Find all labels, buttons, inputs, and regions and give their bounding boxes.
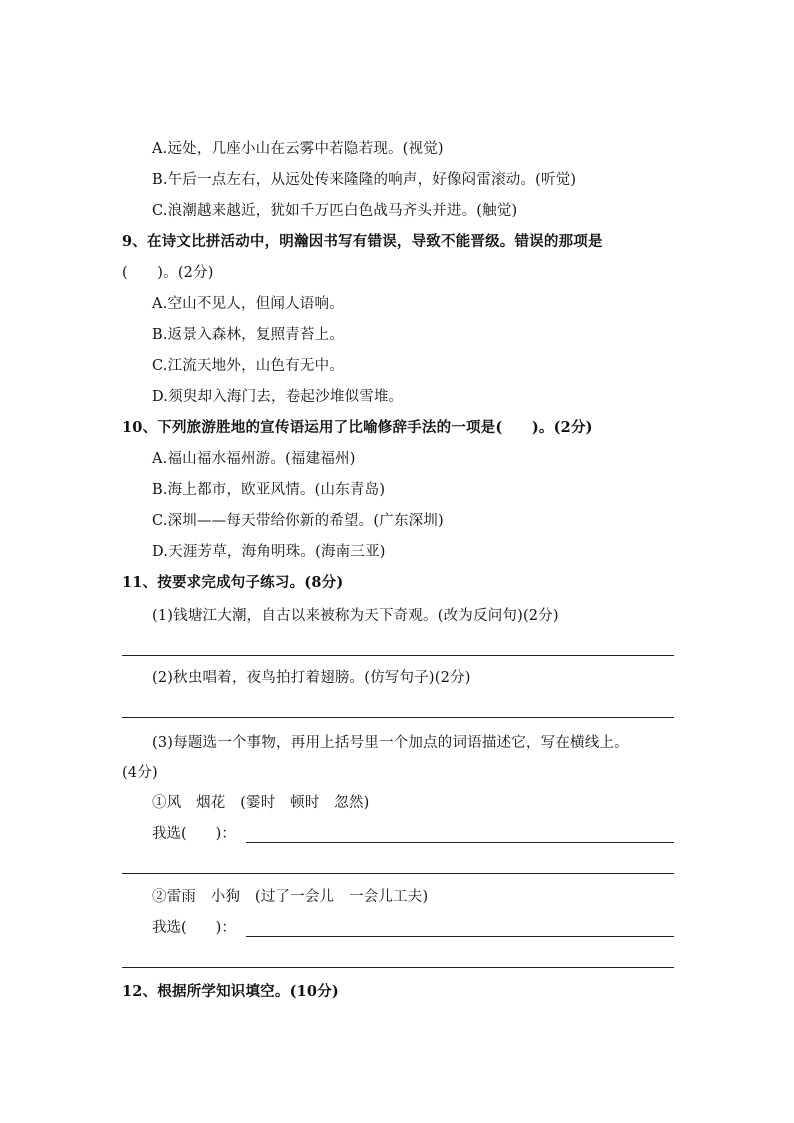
q8-option-a: A.远处，几座小山在云雾中若隐若现。(视觉) xyxy=(152,141,444,157)
q11-part3-line1: (3)每题选一个事物，再用上括号里一个加点的词语描述它，写在横线上。 xyxy=(152,735,629,751)
q9-option-d: D.须臾却入海门去，卷起沙堆似雪堆。 xyxy=(152,389,404,405)
q11-part3-line2: (4分) xyxy=(122,765,158,781)
q11-item1-pick-label: 我选( )： xyxy=(152,826,236,842)
q10-option-b: B.海上都市，欧亚风情。(山东青岛) xyxy=(152,482,386,498)
q11-item1: ①风 烟花 (霎时 顿时 忽然) xyxy=(152,795,370,811)
q11-item2-pick-label: 我选( )： xyxy=(152,920,236,936)
q11-part2-answer-line[interactable] xyxy=(122,717,674,718)
q11-item2-answer-line[interactable] xyxy=(246,936,674,937)
q11-stem: 11、按要求完成句子练习。(8分) xyxy=(122,574,344,591)
q11-item2-extra-line[interactable] xyxy=(122,967,674,968)
q12-stem: 12、根据所学知识填空。(10分) xyxy=(122,983,339,1000)
q9-option-b: B.返景入森林，复照青苔上。 xyxy=(152,327,345,343)
q10-option-c: C.深圳——每天带给你新的希望。(广东深圳) xyxy=(152,513,444,529)
q11-part2: (2)秋虫唱着，夜鸟拍打着翅膀。(仿写句子)(2分) xyxy=(152,670,471,686)
q11-item1-extra-line[interactable] xyxy=(122,873,674,874)
q9-option-c: C.江流天地外，山色有无中。 xyxy=(152,358,344,374)
q11-part1-answer-line[interactable] xyxy=(122,655,674,656)
q10-option-d: D.天涯芳草，海角明珠。(海南三亚) xyxy=(152,544,386,560)
q11-item1-answer-line[interactable] xyxy=(246,842,674,843)
q11-part1: (1)钱塘江大潮，自古以来被称为天下奇观。(改为反问句)(2分) xyxy=(152,608,559,624)
q9-option-a: A.空山不见人，但闻人语响。 xyxy=(152,296,344,312)
q10-stem: 10、下列旅游胜地的宣传语运用了比喻修辞手法的一项是( )。(2分) xyxy=(122,419,593,436)
q8-option-b: B.午后一点左右，从远处传来隆隆的响声，好像闷雷滚动。(听觉) xyxy=(152,172,577,188)
q10-option-a: A.福山福水福州游。(福建福州) xyxy=(152,451,356,467)
q9-stem-line2: ( )。(2分) xyxy=(122,265,214,281)
q11-item2: ②雷雨 小狗 (过了一会儿 一会儿工夫) xyxy=(152,889,429,905)
q8-option-c: C.浪潮越来越近，犹如千万匹白色战马齐头并进。(触觉) xyxy=(152,203,518,219)
q9-stem-line1: 9、在诗文比拼活动中，明瀚因书写有错误，导致不能晋级。错误的那项是 xyxy=(122,233,603,250)
